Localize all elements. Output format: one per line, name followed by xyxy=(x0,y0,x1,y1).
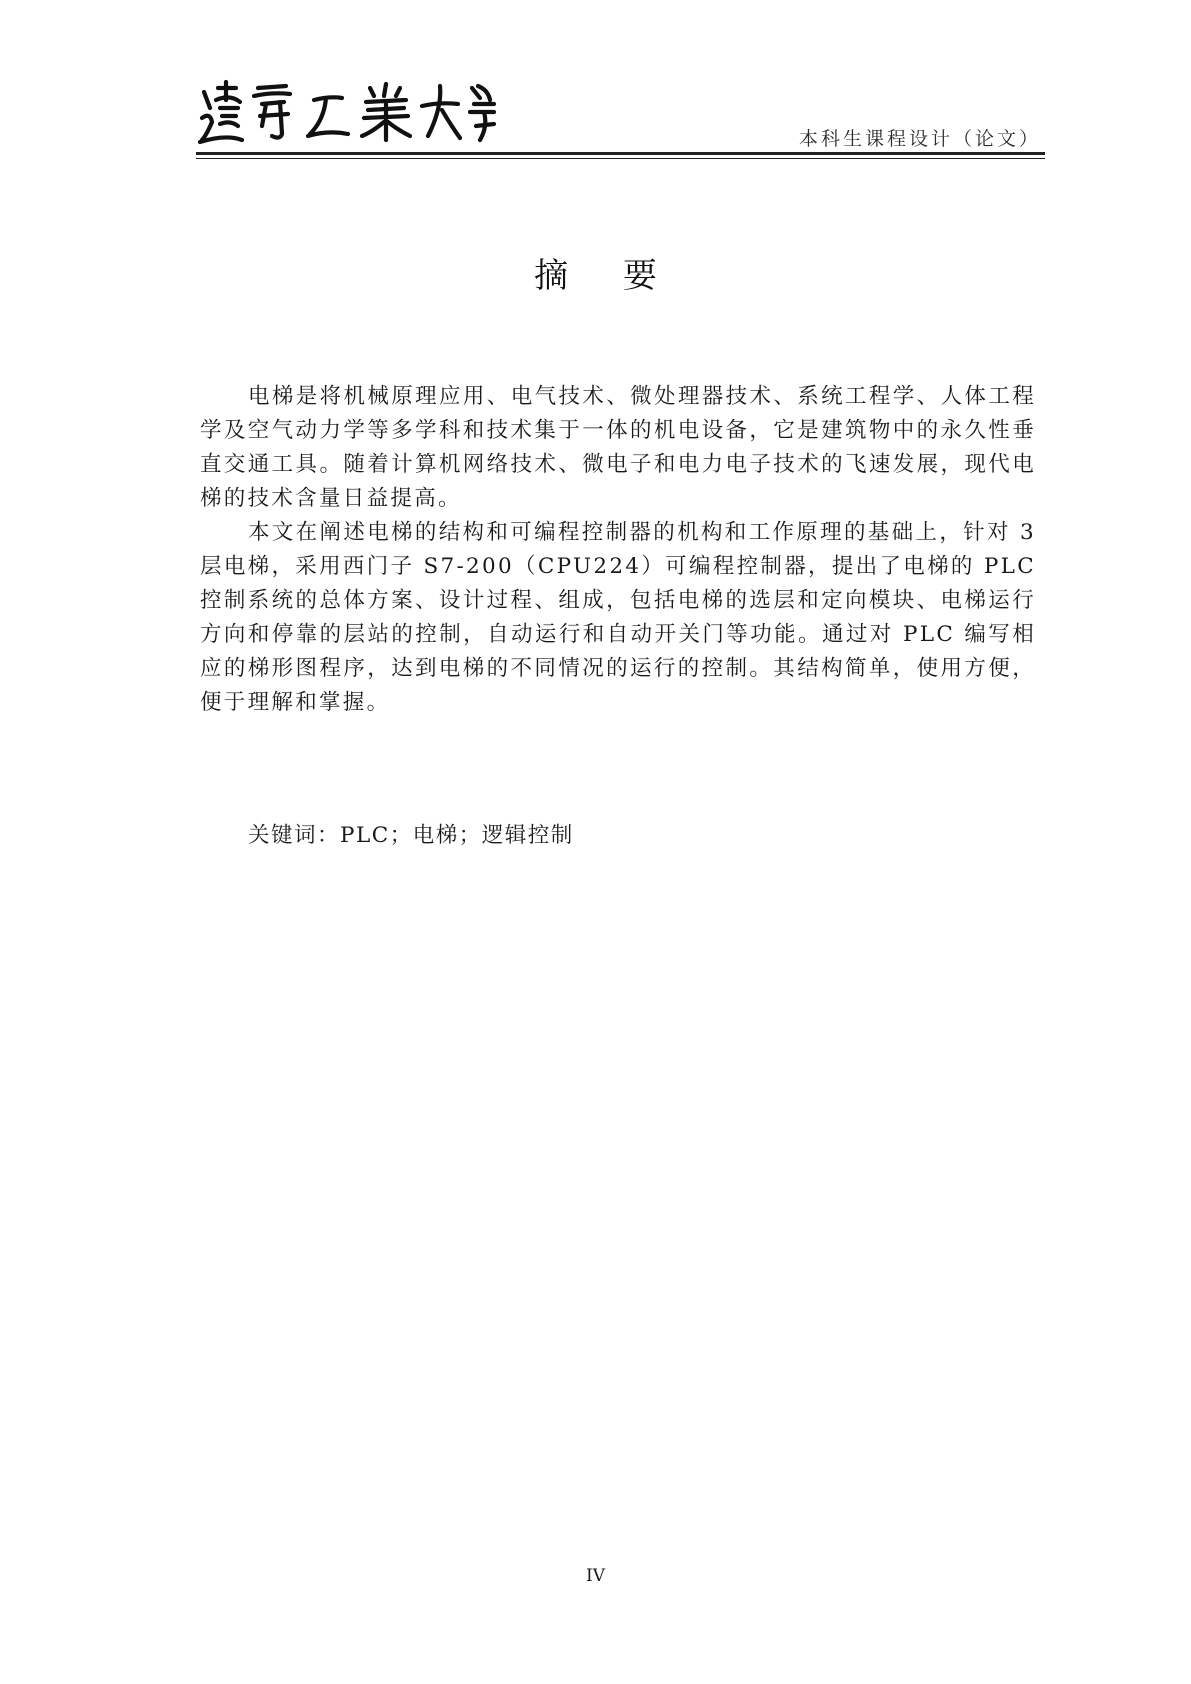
document-type-label: 本科生课程设计（论文） xyxy=(798,128,1041,150)
abstract-body xyxy=(200,380,1036,720)
keywords-line: 关键词：PLC；电梯；逻辑控制 xyxy=(248,823,574,848)
abstract-title: 摘 要 xyxy=(534,256,679,296)
university-logo xyxy=(196,78,496,146)
abstract-paragraph: 本文在阐述电梯的结构和可编程控制器的机构和工作原理的基础上，针对 3 层电梯，采用西门子 S7-200（CPU224）可编程控制器，提出了电梯的 PLC 控制系统的总体方案、设计过程、组成，包括电梯的选层和定向模块、电梯运行方向和停靠的层站的控制，自动运行和自动开关门等功能。通过对 PLC 编写相应的梯形图程序，达到电梯的不同情况的运行的控制。其结构简单，使用方便，便于理解和掌握。 xyxy=(200,520,1036,715)
calligraphy-logo-graphic xyxy=(196,78,496,146)
abstract-paragraph: 电梯是将机械原理应用、电气技术、微处理器技术、系统工程学、人体工程学及空气动力学等多学科和技术集于一体的机电设备，它是建筑物中的永久性垂直交通工具。随着计算机网络技术、微电子和电力电子技术的飞速发展，现代电梯的技术含量日益提高。 xyxy=(200,384,1036,511)
header-rule-thick xyxy=(196,152,1045,155)
page-number: IV xyxy=(586,1566,605,1586)
header-rule-thin xyxy=(196,158,1045,159)
